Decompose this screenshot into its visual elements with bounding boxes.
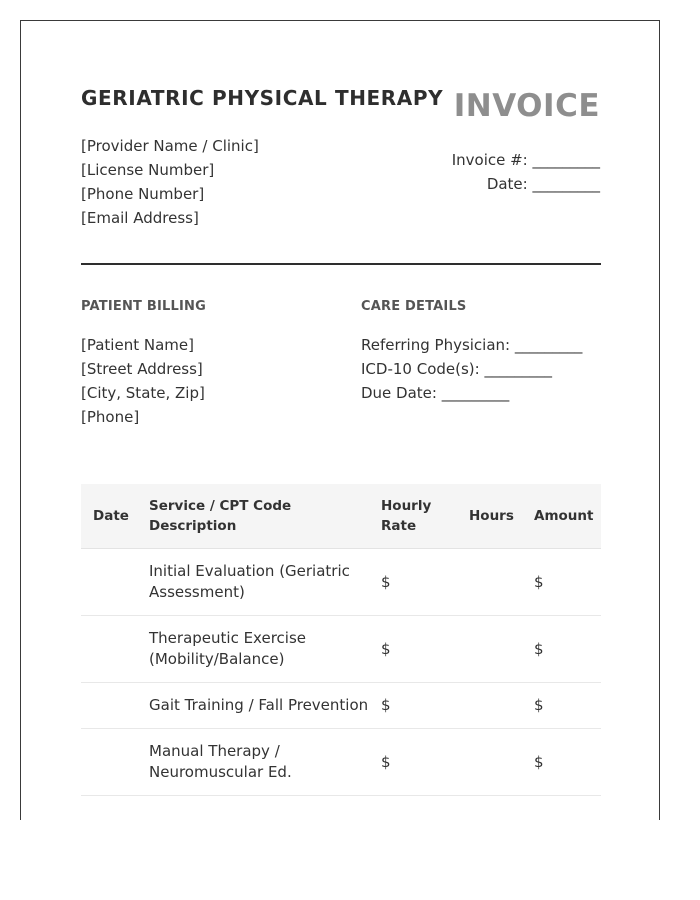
- invoice-title: INVOICE: [453, 88, 600, 124]
- row-rate: $: [381, 683, 469, 729]
- row-hours: [469, 549, 534, 616]
- email-address: [Email Address]: [81, 209, 199, 227]
- row-description-line1: Manual Therapy /: [149, 742, 280, 760]
- row-date: [81, 729, 149, 796]
- col-date-header: Date: [81, 484, 149, 549]
- city-state-zip: [City, State, Zip]: [81, 384, 205, 402]
- row-description-line1: Therapeutic Exercise: [149, 629, 306, 647]
- services-table: [81, 484, 601, 796]
- col-rate-header-line1: Hourly: [381, 498, 432, 514]
- services-table-wrap: [81, 484, 601, 796]
- row-amount: $: [534, 729, 601, 796]
- care-details-block: [361, 333, 582, 405]
- row-rate: $: [381, 616, 469, 683]
- provider-name: [Provider Name / Clinic]: [81, 137, 259, 155]
- row-description: [149, 616, 381, 683]
- phone-number: [Phone Number]: [81, 185, 205, 203]
- row-rate: $: [381, 549, 469, 616]
- icd10-codes-field: ICD-10 Code(s): _________: [361, 360, 552, 378]
- street-address: [Street Address]: [81, 360, 203, 378]
- col-description-header: [149, 484, 381, 549]
- col-description-header-line1: Service / CPT Code: [149, 498, 292, 514]
- table-row: [81, 616, 601, 683]
- patient-billing-heading: PATIENT BILLING: [81, 299, 206, 314]
- col-amount-header: Amount: [534, 484, 601, 549]
- invoice-meta: [452, 148, 600, 196]
- patient-billing-block: [81, 333, 205, 429]
- row-description-line1: Gait Training / Fall Prevention: [149, 696, 369, 714]
- row-date: [81, 616, 149, 683]
- col-hours-header: Hours: [469, 484, 534, 549]
- row-description-line2: Neuromuscular Ed.: [149, 763, 292, 781]
- row-description: [149, 683, 381, 729]
- col-rate-header-line2: Rate: [381, 518, 417, 534]
- row-description-line2: (Mobility/Balance): [149, 650, 285, 668]
- due-date-field: Due Date: _________: [361, 384, 510, 402]
- patient-name: [Patient Name]: [81, 336, 194, 354]
- table-row: [81, 729, 601, 796]
- header-divider: [81, 263, 601, 265]
- invoice-page: [20, 20, 660, 820]
- table-row: [81, 683, 601, 729]
- row-hours: [469, 729, 534, 796]
- row-rate: $: [381, 729, 469, 796]
- row-hours: [469, 616, 534, 683]
- col-rate-header: [381, 484, 469, 549]
- table-header-row: [81, 484, 601, 549]
- provider-info: [81, 134, 259, 230]
- col-description-header-line2: Description: [149, 518, 237, 534]
- row-amount: $: [534, 683, 601, 729]
- company-title: GERIATRIC PHYSICAL THERAPY: [81, 86, 444, 110]
- row-description: [149, 549, 381, 616]
- row-amount: $: [534, 549, 601, 616]
- patient-phone: [Phone]: [81, 408, 140, 426]
- table-row: [81, 549, 601, 616]
- license-number: [License Number]: [81, 161, 215, 179]
- row-description-line2: Assessment): [149, 583, 245, 601]
- row-amount: $: [534, 616, 601, 683]
- invoice-date-field: Date: _________: [486, 175, 600, 193]
- row-date: [81, 683, 149, 729]
- row-hours: [469, 683, 534, 729]
- row-description: [149, 729, 381, 796]
- row-date: [81, 549, 149, 616]
- care-details-heading: CARE DETAILS: [361, 299, 467, 314]
- referring-physician-field: Referring Physician: _________: [361, 336, 583, 354]
- row-description-line1: Initial Evaluation (Geriatric: [149, 562, 350, 580]
- invoice-number-field: Invoice #: _________: [451, 151, 600, 169]
